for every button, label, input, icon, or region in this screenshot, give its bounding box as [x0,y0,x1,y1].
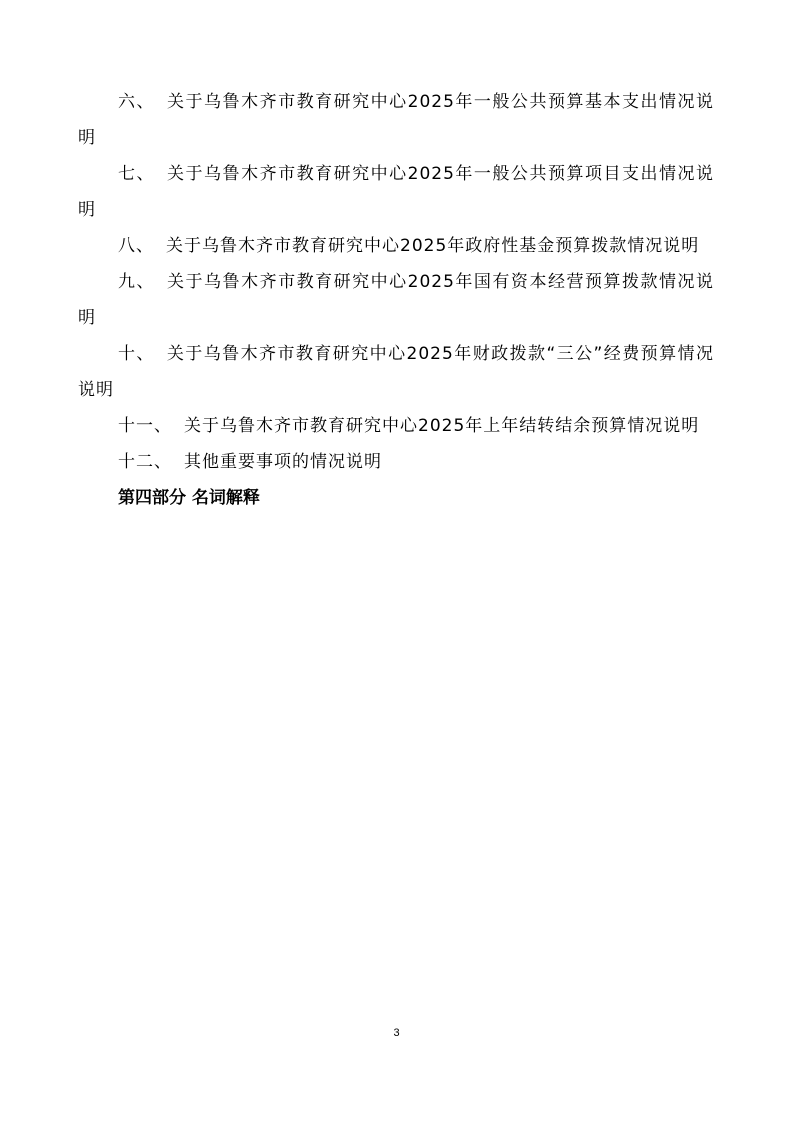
toc-item-8 [78,228,714,264]
item-number: 九、 [118,272,156,292]
item-number: 十、 [118,344,155,364]
section-heading: 第四部分 名词解释 [118,488,260,508]
page-number: 3 [393,1027,400,1039]
item-text: 关于乌鲁木齐市教育研究中心2025年一般公共预算项目支出情况说明 [78,164,715,220]
toc-item-12 [78,444,714,480]
item-text: 关于乌鲁木齐市教育研究中心2025年政府性基金预算拨款情况说明 [166,236,700,256]
item-text: 关于乌鲁木齐市教育研究中心2025年国有资本经营预算拨款情况说明 [78,272,715,328]
item-text: 关于乌鲁木齐市教育研究中心2025年上年结转结余预算情况说明 [184,416,700,436]
item-number: 八、 [118,236,154,256]
toc-item-7 [78,156,714,228]
item-number: 七、 [118,164,156,184]
toc-item-10 [78,336,714,408]
toc-item-6 [78,84,714,156]
document-body [78,84,714,516]
item-text: 关于乌鲁木齐市教育研究中心2025年财政拨款“三公”经费预算情况说明 [78,344,714,400]
item-number: 六、 [118,92,156,112]
toc-item-11 [78,408,714,444]
toc-item-9 [78,264,714,336]
item-text: 关于乌鲁木齐市教育研究中心2025年一般公共预算基本支出情况说明 [78,92,715,148]
item-number: 十二、 [118,452,172,472]
item-text: 其他重要事项的情况说明 [184,452,382,472]
item-number: 十一、 [118,416,172,436]
